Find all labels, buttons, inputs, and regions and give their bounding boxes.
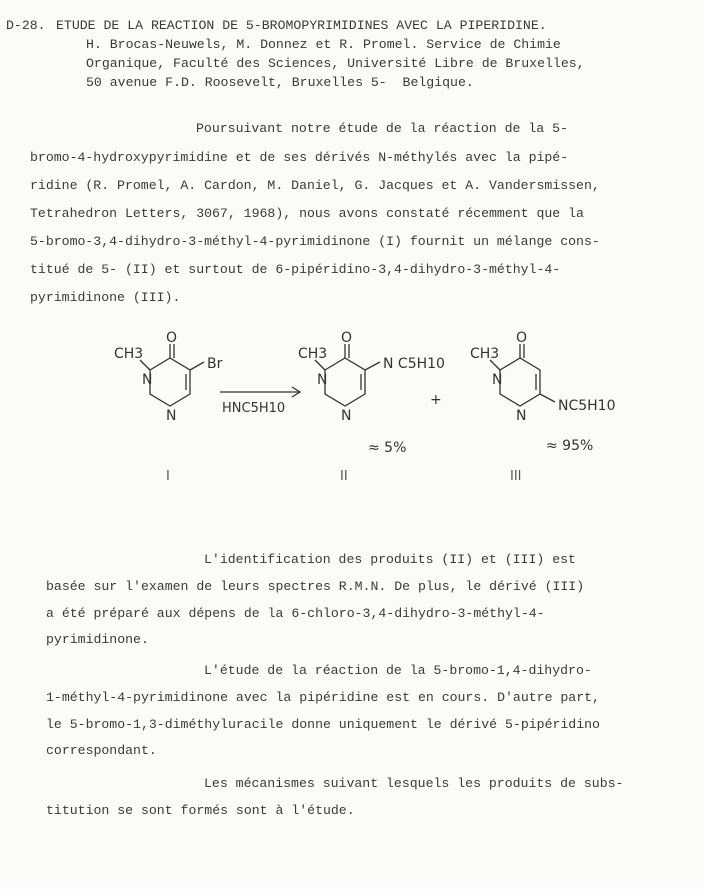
paragraph4-line-2: titution se sont formés sont à l'étude. <box>46 803 355 818</box>
compound-ii-ring <box>325 358 365 406</box>
author-line-3: 50 avenue F.D. Roosevelt, Bruxelles 5- Belgique. <box>86 75 474 90</box>
compound-iii-methyl: CH3 <box>470 346 500 362</box>
compound-ii-n1: N <box>341 408 352 424</box>
compound-iii-oxygen: O <box>516 330 528 346</box>
compound-ii-n3: N <box>317 372 328 388</box>
reagent-label: HNC5H10 <box>222 401 286 416</box>
paragraph3-line-3: le 5-bromo-1,3-diméthyluracile donne uniquement le dérivé 5-pipéridino <box>46 717 600 732</box>
compound-i-methyl: CH3 <box>114 346 144 362</box>
compound-ii-substituent: N C5H10 <box>383 356 445 372</box>
abstract-title: ETUDE DE LA REACTION DE 5-BROMOPYRIMIDINES AVEC LA PIPERIDINE. <box>56 18 547 33</box>
compound-ii-methyl: CH3 <box>298 346 328 362</box>
compound-ii-oxygen: O <box>341 330 353 346</box>
compound-iii-label: III <box>510 469 522 484</box>
compound-iii-substituent: NC5H10 <box>558 398 616 414</box>
paragraph1-line-2: bromo-4-hydroxypyrimidine et de ses dérivés N-méthylés avec la pipé- <box>30 150 569 165</box>
compound-iii-n3: N <box>492 372 503 388</box>
paragraph3-line-2: 1-méthyl-4-pyrimidinone avec la pipéridine est en cours. D'autre part, <box>46 690 600 705</box>
paragraph2-line-4: pyrimidinone. <box>46 632 149 647</box>
paragraph1-line-5: 5-bromo-3,4-dihydro-3-méthyl-4-pyrimidinone (I) fournit un mélange cons- <box>30 234 600 249</box>
paragraph3-line-1: L'étude de la réaction de la 5-bromo-1,4-dihydro- <box>204 663 592 678</box>
compound-iii-ring <box>500 358 540 406</box>
author-line-2: Organique, Faculté des Sciences, Université Libre de Bruxelles, <box>86 56 585 71</box>
compound-i-label: I <box>166 469 170 484</box>
compound-i-n1: N <box>166 408 177 424</box>
reaction-scheme <box>100 330 620 500</box>
plus-sign: + <box>430 392 442 408</box>
paragraph2-line-1: L'identification des produits (II) et (III) est <box>204 552 576 567</box>
compound-ii-yield: ≈ 5% <box>368 440 407 456</box>
compound-i-ring <box>150 358 190 406</box>
author-line-1: H. Brocas-Neuwels, M. Donnez et R. Promel. Service de Chimie <box>86 37 561 52</box>
paragraph1-line-4: Tetrahedron Letters, 3067, 1968), nous avons constaté récemment que la <box>30 206 584 221</box>
paragraph4-line-1: Les mécanismes suivant lesquels les produits de subs- <box>204 776 624 791</box>
paragraph1-line-1: Poursuivant notre étude de la réaction de la 5- <box>196 121 568 136</box>
paragraph1-line-7: pyrimidinone (III). <box>30 290 181 305</box>
compound-i-substituent: Br <box>207 356 223 372</box>
compound-iii-yield: ≈ 95% <box>546 438 594 454</box>
paragraph1-line-6: titué de 5- (II) et surtout de 6-pipéridino-3,4-dihydro-3-méthyl-4- <box>30 262 561 277</box>
paragraph3-line-4: correspondant. <box>46 743 157 758</box>
compound-i-n3: N <box>142 372 153 388</box>
abstract-id: D-28. <box>6 18 46 33</box>
paragraph2-line-3: a été préparé aux dépens de la 6-chloro-3,4-dihydro-3-méthyl-4- <box>46 606 545 621</box>
compound-i-oxygen: O <box>166 330 178 346</box>
paragraph2-line-2: basée sur l'examen de leurs spectres R.M.N. De plus, le dérivé (III) <box>46 579 585 594</box>
compound-iii-n1: N <box>516 408 527 424</box>
compound-ii-label: II <box>340 469 348 484</box>
paragraph1-line-3: ridine (R. Promel, A. Cardon, M. Daniel, G. Jacques et A. Vandersmissen, <box>30 178 600 193</box>
